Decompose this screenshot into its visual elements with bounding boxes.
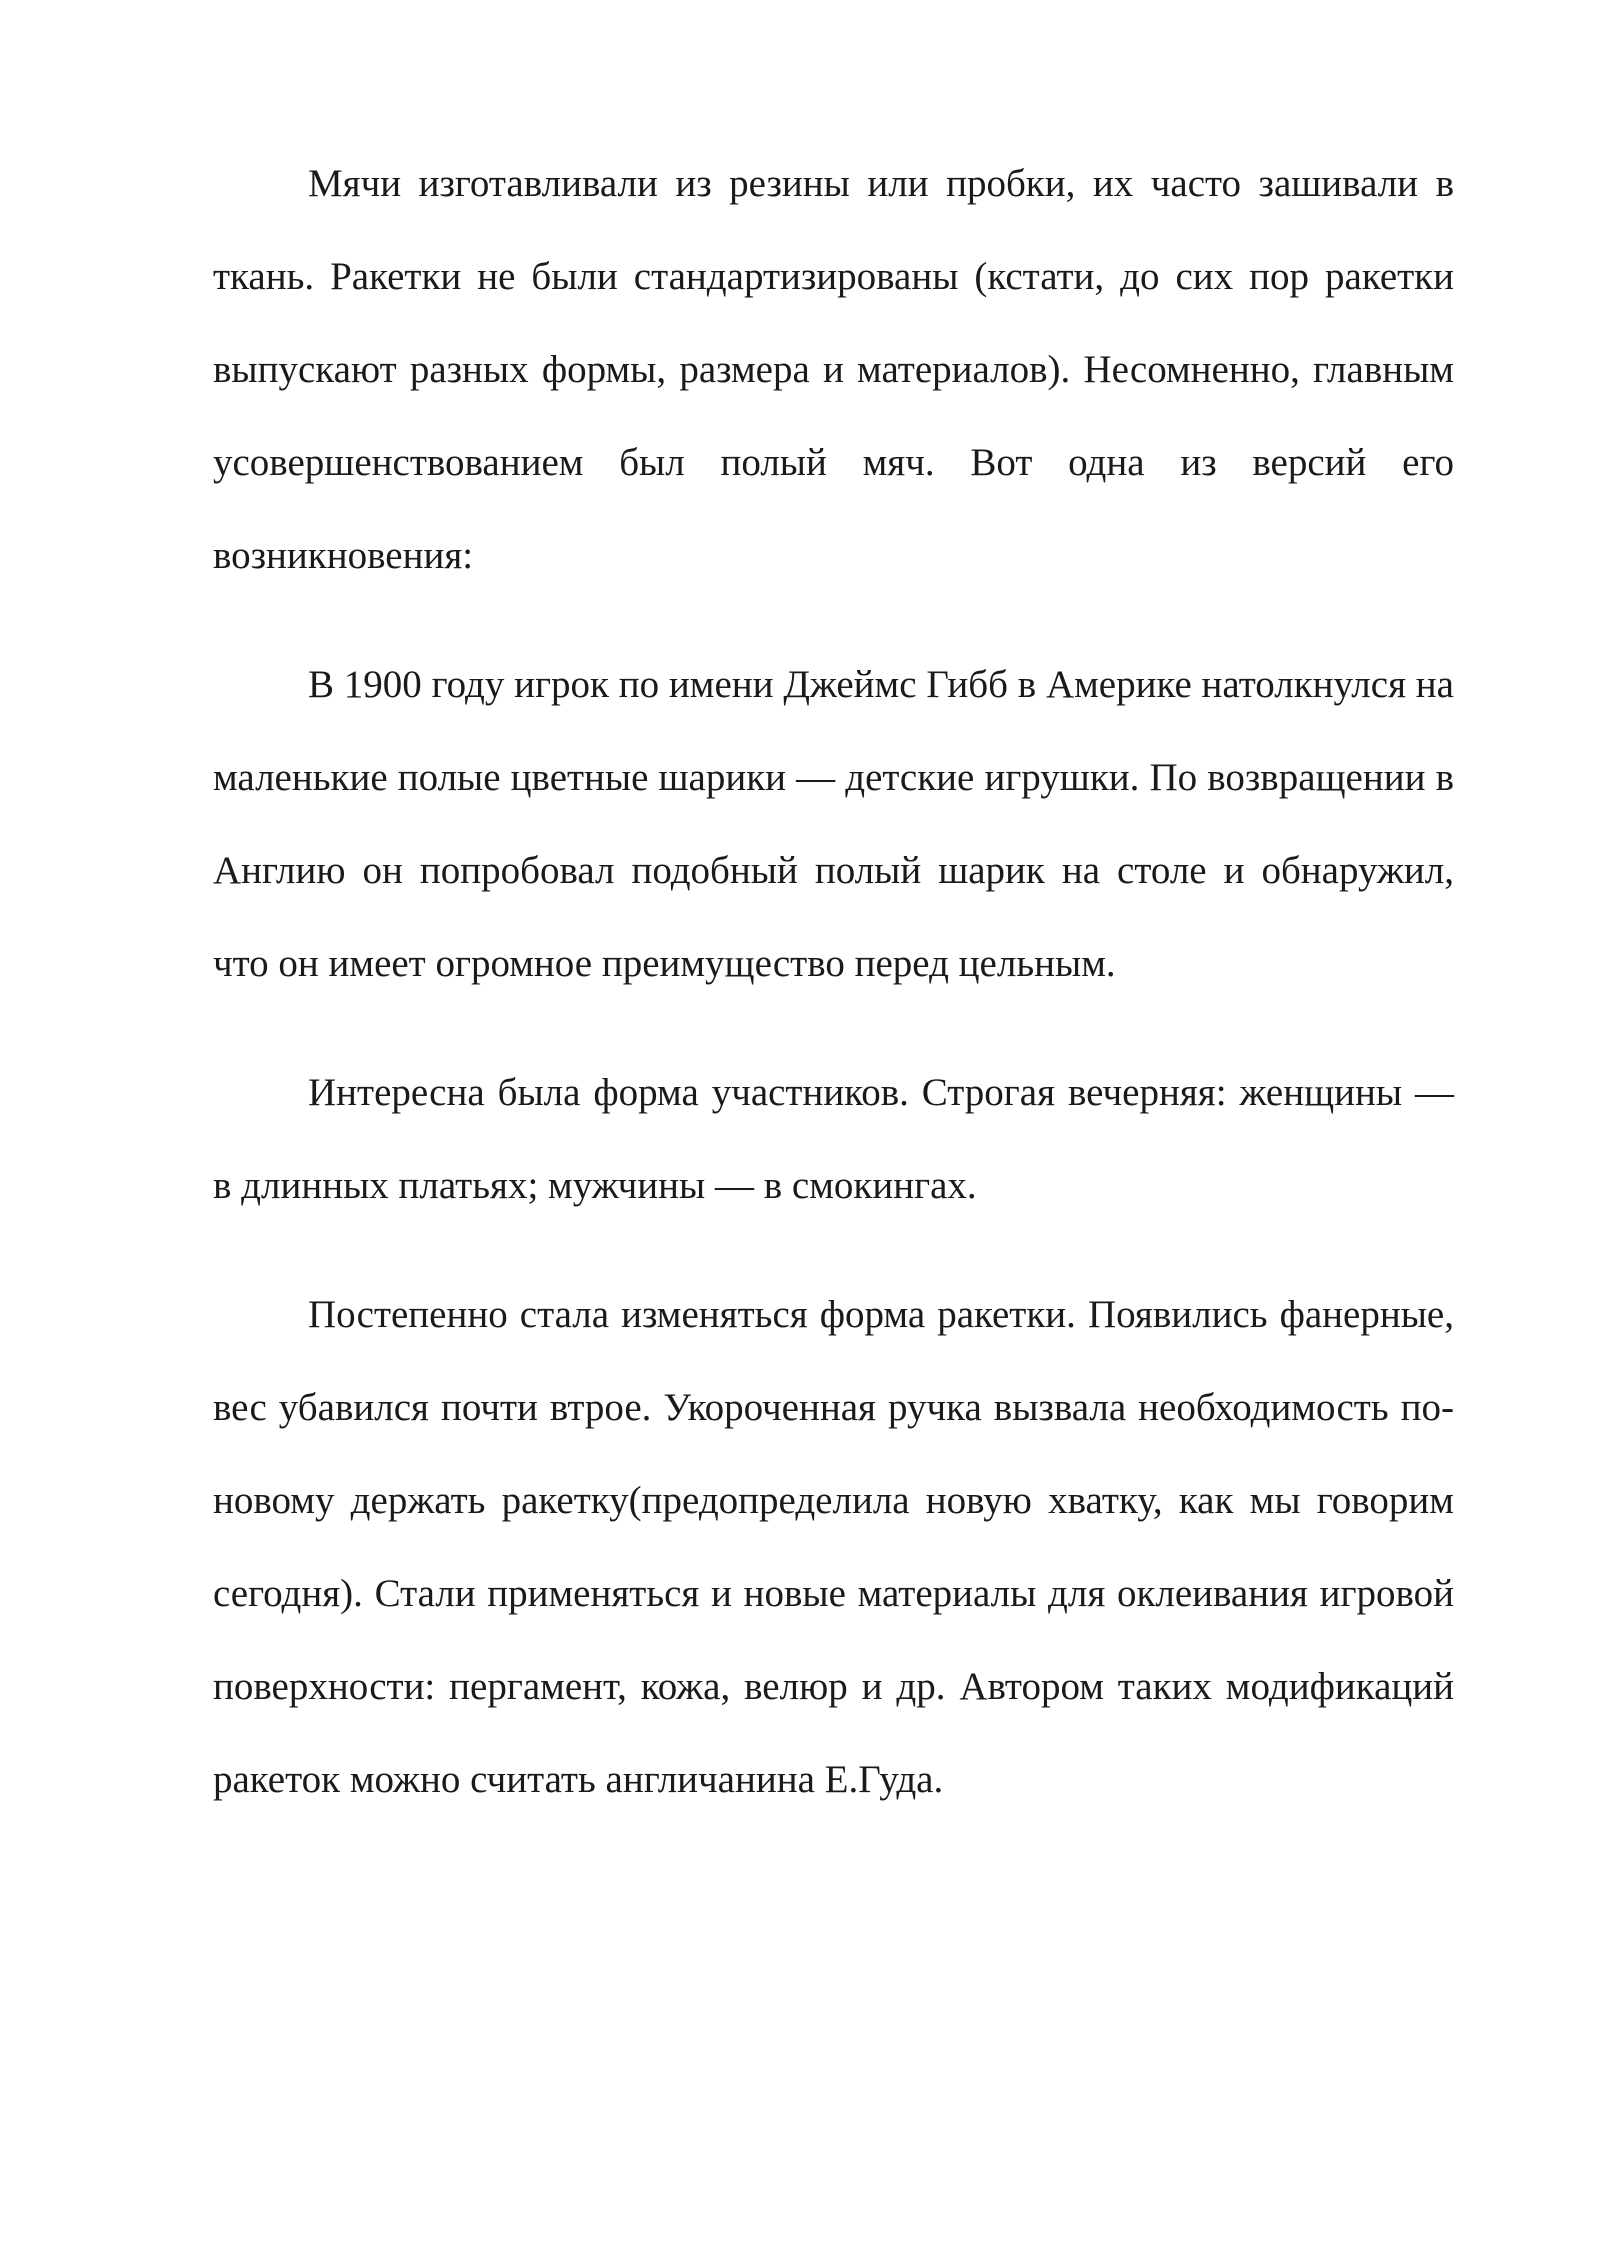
paragraph-balls-and-rackets: Мячи изготавливали из резины или пробки, их часто зашивали в ткань. Ракетки не были стандартизированы (кстати, до сих пор ракетки выпускают разных формы, размера и материалов). Несомненно, главным усовершенствованием был полый мяч. Вот одна из версий его возникновения: bbox=[213, 162, 1454, 577]
paragraph-james-gibb: В 1900 году игрок по имени Джеймс Гибб в Америке натолкнулся на маленькие полые цветные шарики — детские игрушки. По возвращении в Англию он попробовал подобный полый шарик на столе и обнаружил, что он имеет огромное преимущество перед цельным. bbox=[213, 663, 1454, 985]
document-body bbox=[213, 137, 1454, 1862]
paragraph-racket-changes: Постепенно стала изменяться форма ракетки. Появились фанерные, вес убавился почти втрое. Укороченная ручка вызвала необходимость по-новому держать ракетку(предопределила новую хватку, как мы говорим сегодня). Стали применяться и новые материалы для оклеивания игровой поверхности: пергамент, кожа, велюр и др. Автором таких модификаций ракеток можно считать англичанина Е.Гуда. bbox=[213, 1293, 1454, 1801]
paragraph-players-attire: Интересна была форма участников. Строгая вечерняя: женщины — в длинных платьях; мужчины — в смокингах. bbox=[213, 1071, 1454, 1207]
